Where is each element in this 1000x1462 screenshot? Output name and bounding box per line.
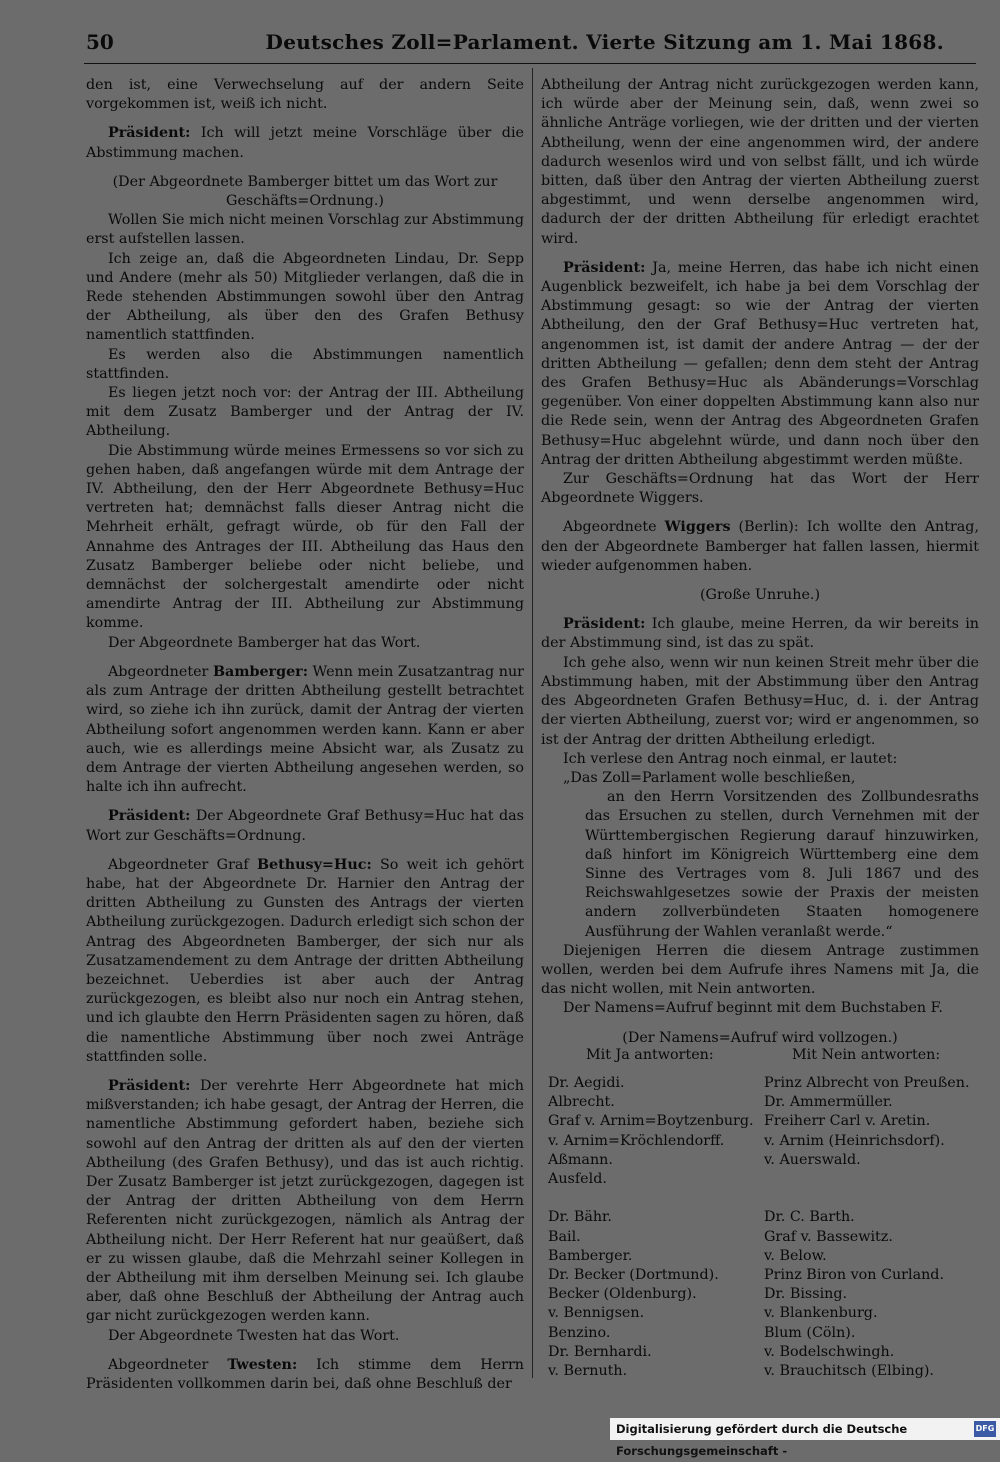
column-divider bbox=[532, 68, 533, 1378]
list-item: Dr. Ammermüller. bbox=[764, 1094, 893, 1111]
speech-text: Wenn mein Zusatzantrag nur als zum Antrage der dritten Abtheilung gestellt betrachtet wird, so ziehe ich ihn zurück, damit der Antrag der vierten Abtheilung sofort angenommen werden kann. Kann er aber auch, wie es allerdings meine Absicht war, als Zusatz zu dem Antrage der vierten Abtheilung angesehen werden, so halte ich ihn aufrecht. bbox=[86, 663, 524, 796]
list-item: Albrecht. bbox=[548, 1094, 615, 1111]
paragraph bbox=[86, 856, 524, 1067]
list-item bbox=[764, 1189, 974, 1208]
speech-text: (Berlin): Ich wollte den Antrag, den der Abgeordnete Bamberger hat fallen lassen, hiermit wieder aufgenommen haben. bbox=[541, 519, 979, 574]
list-item: Dr. C. Barth. bbox=[764, 1209, 855, 1226]
list-item: v. Brauchitsch (Elbing). bbox=[764, 1363, 934, 1380]
speech-prefix: Abgeordneter bbox=[108, 1356, 228, 1373]
list-item: Blum (Cöln). bbox=[764, 1324, 856, 1341]
list-item: v. Auerswald. bbox=[764, 1151, 861, 1168]
speech-text: Ich stimme dem Herrn Präsidenten vollkommen darin bei, daß ohne Beschluß der bbox=[86, 1356, 525, 1392]
speaker-label: Präsident: bbox=[108, 1077, 191, 1094]
paragraph bbox=[86, 1356, 524, 1394]
list-item: Becker (Oldenburg). bbox=[548, 1286, 697, 1303]
list-item: v. Arnim (Heinrichsdorf). bbox=[764, 1132, 945, 1149]
paragraph: Es werden also die Abstimmungen namentlich stattfinden. bbox=[86, 346, 524, 382]
list-item: v. Arnim=Kröchlendorff. bbox=[548, 1132, 725, 1149]
speech-prefix: Abgeordneter bbox=[108, 663, 213, 680]
list-item: Benzino. bbox=[548, 1324, 611, 1341]
paragraph bbox=[541, 615, 979, 653]
stage-direction: (Große Unruhe.) bbox=[699, 587, 821, 604]
list-item bbox=[764, 1170, 974, 1189]
list-item: v. Below. bbox=[764, 1247, 827, 1264]
speaker-label: Präsident: bbox=[108, 808, 191, 825]
list-item: Ausfeld. bbox=[548, 1171, 607, 1188]
speech-text: So weit ich gehört habe, hat der Abgeordnete Dr. Harnier den Antrag der dritten Abtheilung zu Gunsten des Antrags der vierten Abtheilung zurückgezogen. Dadurch erledigt sich schon der Antrag des Abgeordneten Bamberger, der sich nur als Zusatzamendement zu dem Antrage der dritten Abtheilung bezeichnet. Ueberdies ist aber auch der Antrag zurückgezogen, es bleibt also nur noch ein Antrag stehen, und ich glaubte den Herrn Präsidenten sagen zu hören, daß die namentliche Abstimmung über noch zwei Anträge stattfinden solle. bbox=[86, 856, 524, 1065]
paragraph bbox=[86, 663, 524, 797]
paragraph: Der Namens=Aufruf beginnt mit dem Buchstaben F. bbox=[563, 1000, 943, 1017]
paragraph: Zur Geschäfts=Ordnung hat das Wort der Herr Abgeordnete Wiggers. bbox=[541, 471, 979, 507]
page-number: 50 bbox=[86, 30, 114, 54]
list-item: Freiherr Carl v. Aretin. bbox=[764, 1113, 931, 1130]
running-title: Deutsches Zoll=Parlament. Vierte Sitzung am 1. Mai 1868. bbox=[265, 30, 944, 54]
footer-credit bbox=[610, 1418, 1000, 1458]
speech-text: Der Abgeordnete Graf Bethusy=Huc hat das Wort zur Geschäfts=Ordnung. bbox=[86, 808, 524, 844]
speaker-label: Präsident: bbox=[563, 616, 646, 633]
paragraph bbox=[541, 259, 979, 470]
quoted-motion: an den Herrn Vorsitzenden des Zollbundesraths das Ersuchen zu stellen, durch Vernehmen mit der Württembergischen Regierung darauf hinzuwirken, daß hinfort im Königreich Württemberg eine dem Sinne des Vertrages vom 8. Juli 1867 und des Reichswahlgesetzes sowie der Praxis der meisten andern zollverbündeten Staaten homogenere Ausführung der Wahlen veranlaßt werde.“ bbox=[585, 789, 979, 940]
list-item: v. Bodelschwingh. bbox=[764, 1343, 895, 1360]
speech-text: Ich glaube, meine Herren, da wir bereits in der Abstimmung sind, ist das zu spät. bbox=[541, 616, 979, 652]
list-item: Graf v. Bassewitz. bbox=[764, 1228, 893, 1245]
speaker-label: Bethusy=Huc: bbox=[256, 856, 372, 873]
paragraph bbox=[86, 1077, 524, 1327]
list-item bbox=[548, 1189, 758, 1208]
speaker-label: Twesten: bbox=[227, 1356, 298, 1373]
list-item: Prinz Biron von Curland. bbox=[764, 1267, 945, 1283]
paragraph bbox=[86, 124, 524, 162]
paragraph: Ich zeige an, daß die Abgeordneten Lindau, Dr. Sepp und Andere (mehr als 50) Mitglieder verlangen, daß die in Rede stehenden Abstimmungen sowohl über den Antrag der Abtheilung, als über den des Grafen Bethusy namentlich stattfinden. bbox=[86, 250, 524, 344]
paragraph: Ich verlese den Antrag noch einmal, er lautet: bbox=[563, 750, 898, 767]
paragraph bbox=[541, 518, 979, 576]
list-item: v. Bernuth. bbox=[548, 1363, 628, 1380]
paragraph: Abtheilung der Antrag nicht zurückgezogen werden kann, ich würde aber der Meinung sein, daß, wenn zwei so ähnliche Anträge vorliegen, wie der dritten und der vierten Abtheilung, wenn der eine angenommen wird, der andere dadurch wesenlos wird und von selbst fällt, und ich würde bitten, daß über den Antrag der vierten Abtheilung zuerst abgestimmt, und wenn derselbe angenommen wird, dadurch der der dritten Abtheilung für erledigt erachtet wird. bbox=[541, 77, 979, 247]
speaker-label: Wiggers bbox=[664, 519, 731, 536]
left-column bbox=[86, 76, 524, 1394]
speech-text: Der verehrte Herr Abgeordnete hat mich mißverstanden; ich habe gesagt, der Antrag der Herren, die namentliche Abstimmung gefordert haben, beziehe sich sowohl auf den Antrag der dritten als auf den der vierten Abtheilung (des Grafen Bethusy), und das ist auch richtig. Der Zusatz Bamberger ist jetzt zurückgezogen, dagegen ist der Antrag der dritten Abtheilung von dem Herrn Referenten nicht zurückgezogen, nämlich als Antrag der Abtheilung nicht. Der Herr Referent hat nur geaüßert, daß er zu wissen glaube, daß die Mehrzahl seiner Kollegen in der Abtheilung mit ihm derselben Meinung sei. Ich glaube aber, daß ohne Beschluß der Abtheilung der Antrag auch gar nicht zurückgezogen werden kann. bbox=[86, 1077, 524, 1325]
list-item: v. Bennigsen. bbox=[548, 1305, 645, 1322]
page-header bbox=[86, 30, 974, 62]
paragraph bbox=[86, 807, 524, 845]
paragraph: Diejenigen Herren die diesem Antrage zustimmen wollen, werden bei dem Aufrufe ihres Namens mit Ja, die das nicht wollen, mit Nein antworten. bbox=[541, 942, 979, 998]
list-item: v. Blankenburg. bbox=[764, 1305, 878, 1322]
paragraph: Es liegen jetzt noch vor: der Antrag der III. Abtheilung mit dem Zusatz Bamberger und der Antrag der IV. Abtheilung. bbox=[86, 385, 524, 440]
speech-text: Ich will jetzt meine Vorschläge über die Abstimmung machen. bbox=[86, 125, 524, 161]
list-item: Prinz Albrecht von Preußen. bbox=[764, 1075, 970, 1091]
dfg-logo: DFG bbox=[974, 1421, 996, 1437]
paragraph: den ist, eine Verwechselung auf der andern Seite vorgekommen ist, weiß ich nicht. bbox=[86, 77, 524, 113]
list-item: Bamberger. bbox=[548, 1247, 633, 1264]
speech-prefix: Abgeordnete bbox=[563, 519, 665, 536]
speech-text: Ja, meine Herren, das habe ich nicht einen Augenblick bezweifelt, ich habe ja bei dem Vorschlag der Abstimmung gesagt: so wie der Antrag der vierten Abtheilung, den der Graf Bethusy=Huc vertreten hat, angenommen ist, ist damit der andere Antrag — der der dritten Abtheilung — gefallen; denn dem steht der Antrag des Grafen Bethusy=Huc als Abänderungs=Vorschlag gegenüber. Von einer doppelten Abstimmung kann also nur die Rede sein, wenn der Antrag des Abgeordneten Grafen Bethusy=Huc abgelehnt würde, und dann noch über den Antrag der dritten Abtheilung abgestimmt werden müßte. bbox=[541, 259, 979, 468]
footer-text: Digitalisierung gefördert durch die Deutsche Forschungsgemeinschaft - bbox=[616, 1422, 908, 1458]
nein-header: Mit Nein antworten: bbox=[792, 1047, 941, 1063]
nein-list bbox=[764, 1074, 974, 1381]
paragraph: Der Abgeordnete Bamberger hat das Wort. bbox=[108, 634, 421, 651]
stage-direction: (Der Namens=Aufruf wird vollzogen.) bbox=[622, 1029, 898, 1046]
stage-direction: (Der Abgeordnete Bamberger bittet um das Wort zur Geschäfts=Ordnung.) bbox=[112, 173, 498, 210]
ja-header: Mit Ja antworten: bbox=[586, 1047, 714, 1063]
paragraph: Die Abstimmung würde meines Ermessens so vor sich zu gehen haben, daß angefangen würde mit dem Antrage der IV. Abtheilung, den der Herr Abgeordnete Bethusy=Huc vertreten hat; demnächst falls dieser Antrag nicht die Mehrheit erhält, gefragt würde, ob für den Fall der Annahme des Antrages der III. Abtheilung das Haus den Zusatz Bamberger beliebe oder nicht beliebe, und demnächst der solchergestalt amendirte oder nicht amendirte Antrag der III. Abtheilung zur Abstimmung komme. bbox=[86, 442, 524, 632]
speech-prefix: Abgeordneter Graf bbox=[108, 856, 257, 873]
list-item: Aßmann. bbox=[548, 1151, 613, 1168]
paragraph: Ich gehe also, wenn wir nun keinen Streit mehr über die Abstimmung haben, mit der Abstimmung über den Antrag des Abgeordneten Grafen Bethusy=Huc, d. i. der Antrag der vierten Abtheilung, zuerst vor; wird er angenommen, so ist der Antrag der dritten Abtheilung erledigt. bbox=[541, 654, 979, 748]
list-item: Dr. Aegidi. bbox=[548, 1075, 625, 1091]
list-item: Dr. Bernhardi. bbox=[548, 1343, 652, 1360]
header-rule bbox=[84, 63, 976, 64]
list-item: Dr. Becker (Dortmund). bbox=[548, 1267, 719, 1284]
speaker-label: Bamberger: bbox=[212, 663, 308, 680]
speaker-label: Präsident: bbox=[563, 259, 646, 276]
list-item: Graf v. Arnim=Boytzenburg. bbox=[548, 1113, 754, 1130]
paragraph: Der Abgeordnete Twesten hat das Wort. bbox=[108, 1327, 400, 1344]
list-item: Bail. bbox=[548, 1228, 581, 1245]
speaker-label: Präsident: bbox=[108, 125, 191, 142]
paragraph: Wollen Sie mich nicht meinen Vorschlag zur Abstimmung erst aufstellen lassen. bbox=[86, 212, 524, 248]
ja-list bbox=[548, 1074, 758, 1381]
quote-intro: „Das Zoll=Parlament wolle beschließen, bbox=[563, 769, 856, 786]
list-item: Dr. Bissing. bbox=[764, 1286, 848, 1303]
list-item: Dr. Bähr. bbox=[548, 1209, 612, 1226]
right-column bbox=[541, 76, 979, 1048]
